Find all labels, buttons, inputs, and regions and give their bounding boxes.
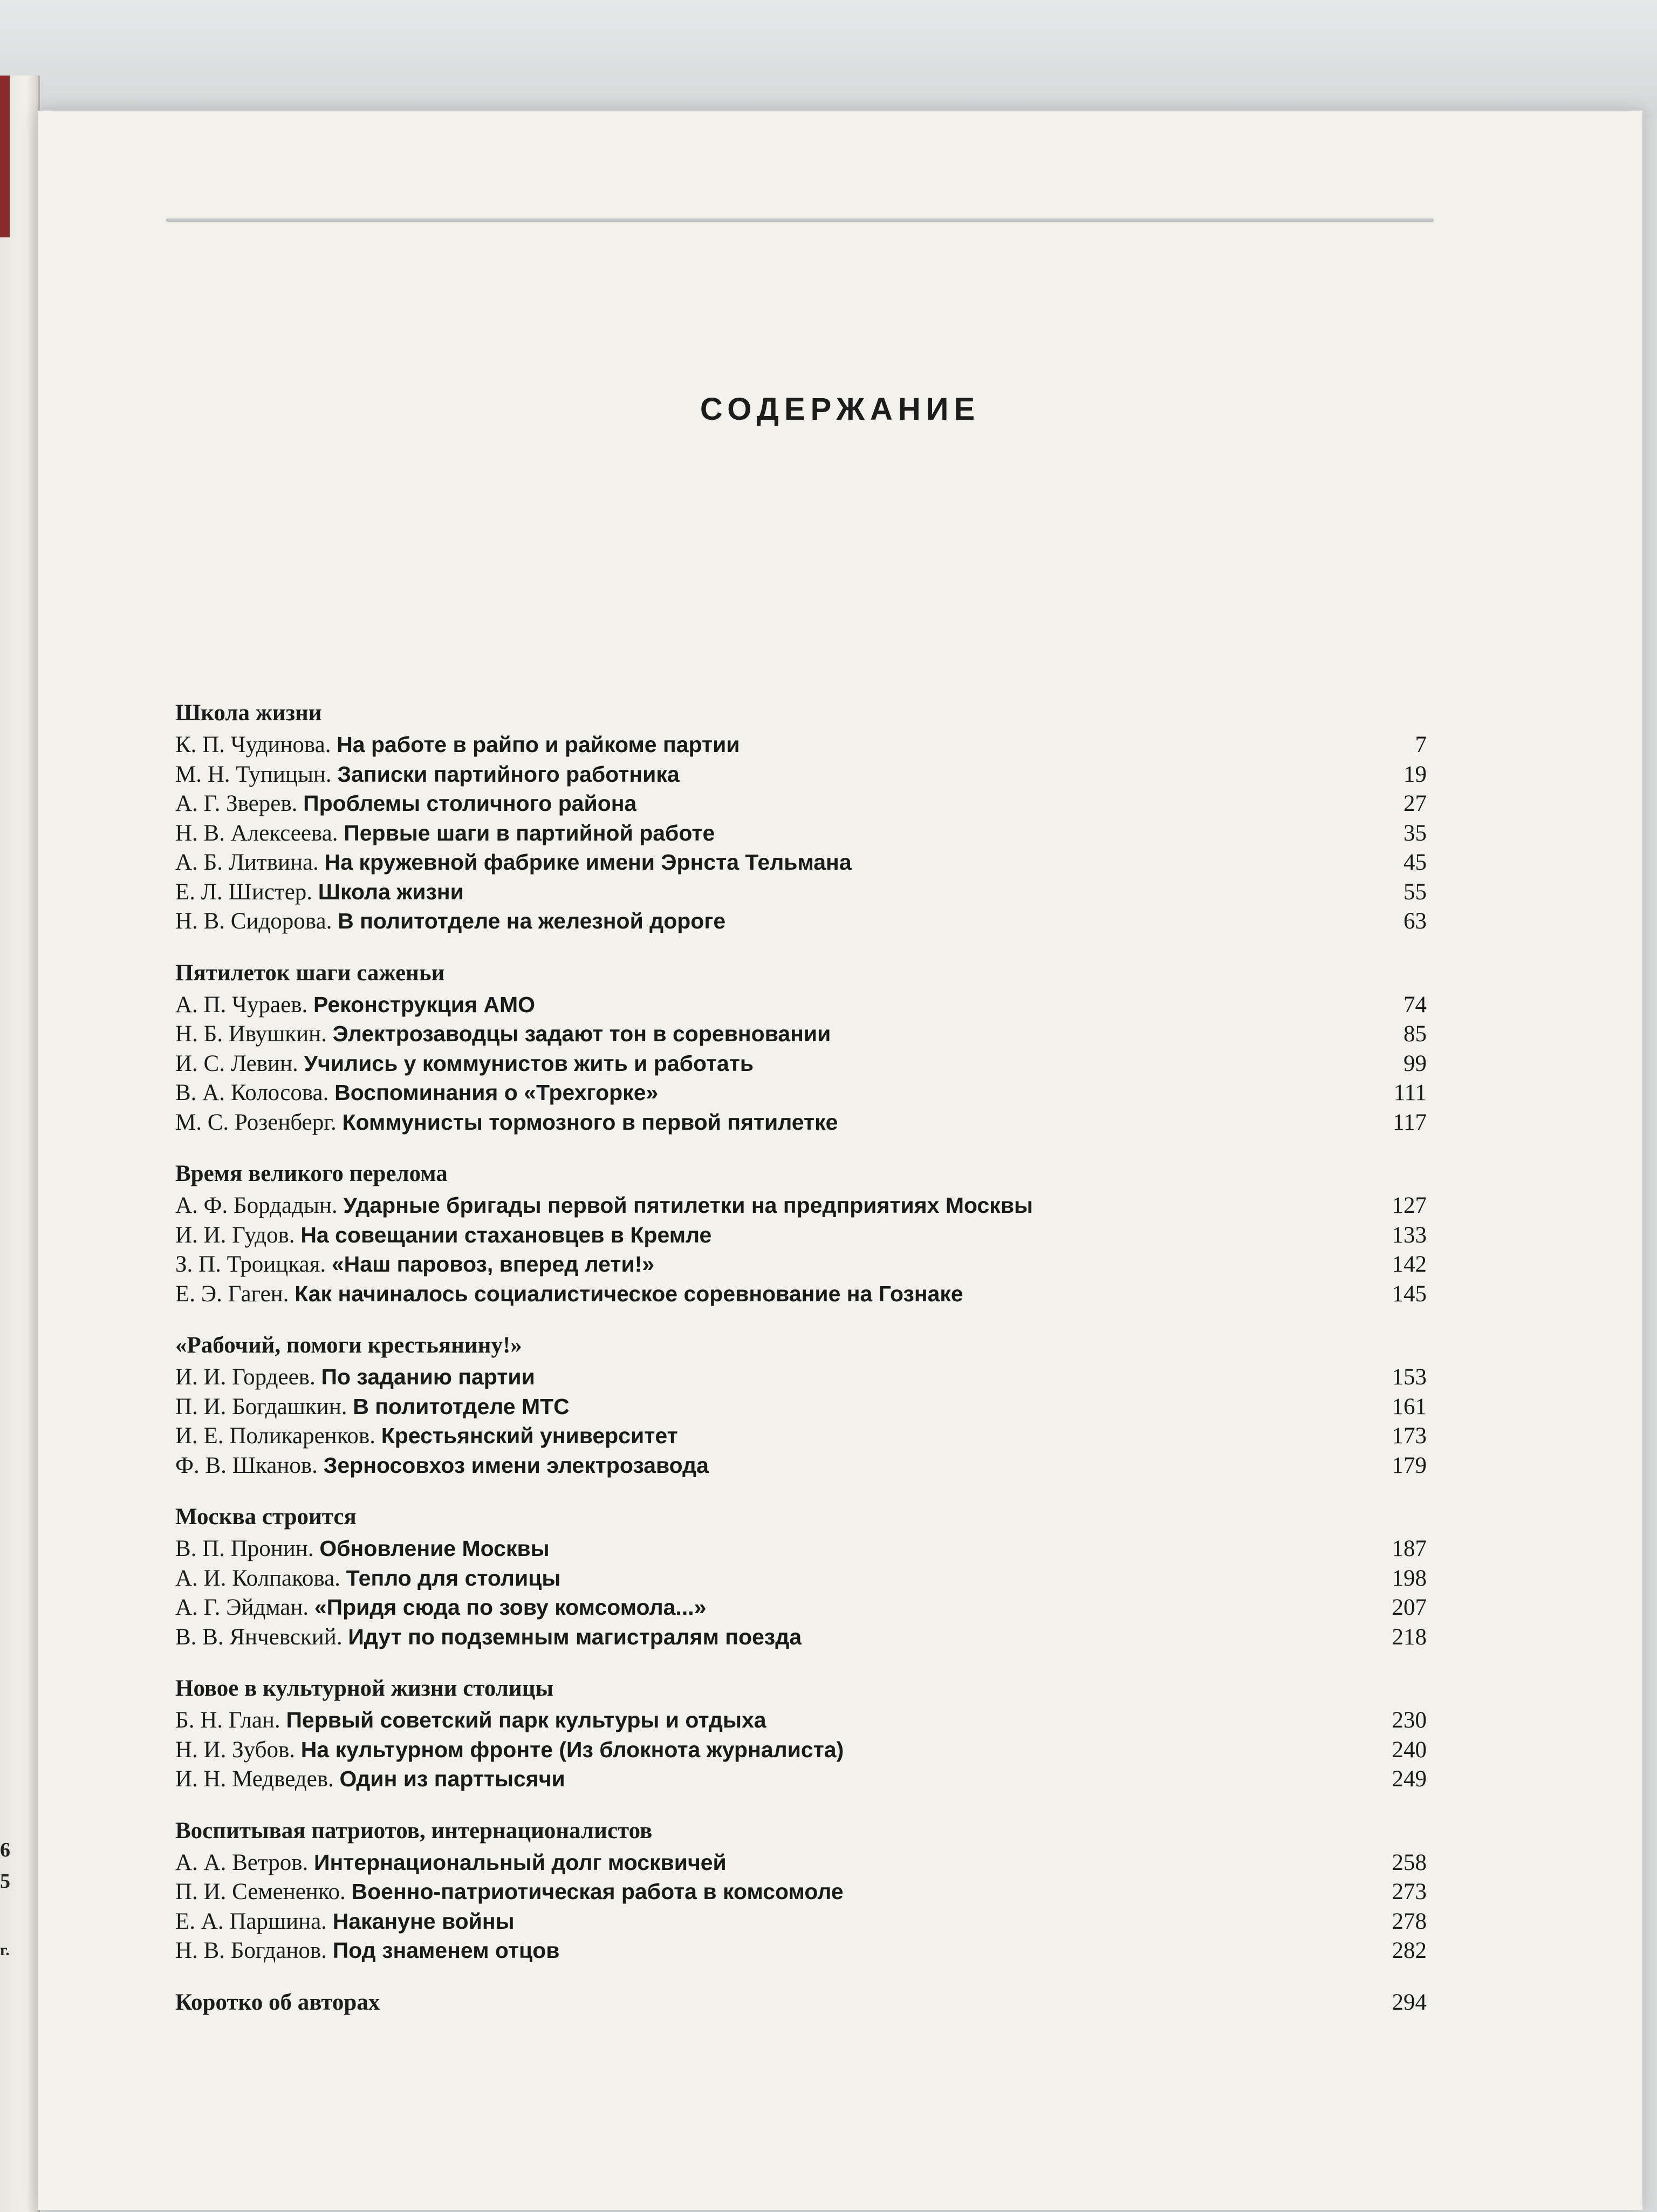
entry-work-title: Обновление Москвы (319, 1536, 550, 1561)
entry-work-title: «Придя сюда по зову комсомола...» (314, 1595, 707, 1620)
toc-entry (175, 1250, 1427, 1279)
entry-author: И. С. Левин. (175, 1050, 298, 1076)
section-title: Воспитывая патриотов, интернационалистов (175, 1818, 653, 1844)
entry-work-title: «Наш паровоз, вперед лети!» (331, 1252, 655, 1276)
entry-page-number: 249 (1392, 1766, 1427, 1792)
entry-work-title: На совещании стахановцев в Кремле (300, 1222, 712, 1247)
entry-text (175, 1220, 711, 1251)
entry-author: Н. В. Алексеева. (175, 820, 338, 846)
table-of-contents (175, 697, 1427, 2015)
section-title: Время великого перелома (175, 1161, 448, 1186)
toc-entry (175, 1705, 1427, 1735)
entry-text (175, 1564, 560, 1594)
entry-text (175, 789, 636, 819)
entry-text (175, 1622, 802, 1653)
entry-page-number: 294 (1392, 1989, 1427, 2015)
entry-work-title: Военно-патриотическая работа в комсомоле (351, 1879, 844, 1904)
entry-author: П. И. Семененко. (175, 1879, 346, 1904)
entry-text (175, 1019, 831, 1049)
toc-entry (175, 1936, 1427, 1965)
toc-entry (175, 1622, 1427, 1652)
entry-page-number: 7 (1415, 732, 1427, 757)
toc-entry (175, 1848, 1427, 1878)
toc-entry (175, 1877, 1427, 1907)
entry-author: А. Б. Литвина. (175, 850, 319, 875)
entry-work-title: Коммунисты тормозного в первой пятилетке (342, 1109, 838, 1135)
entry-page-number: 74 (1403, 992, 1427, 1018)
entry-text (175, 1451, 709, 1481)
toc-entry (175, 1279, 1427, 1309)
entry-work-title: Первые шаги в партийной работе (344, 820, 715, 845)
entry-text (175, 1534, 550, 1564)
entry-author: П. И. Богдашкин. (175, 1394, 347, 1419)
entry-page-number: 133 (1392, 1222, 1427, 1248)
entry-work-title: Школа жизни (318, 879, 464, 904)
entry-text (175, 1764, 565, 1794)
section-title: Москва строится (175, 1504, 357, 1530)
entry-author: Е. Л. Шистер. (175, 879, 313, 905)
toc-section (175, 1329, 1427, 1480)
toc-entry (175, 906, 1427, 936)
left-page-mark: г. (0, 1941, 10, 1959)
toc-entry (175, 848, 1427, 877)
entry-text (175, 1191, 1033, 1221)
entry-author: Н. В. Богданов. (175, 1938, 327, 1963)
entry-page-number: 187 (1392, 1536, 1427, 1561)
toc-entry (175, 1907, 1427, 1936)
entry-page-number: 145 (1392, 1281, 1427, 1307)
entry-page-number: 153 (1392, 1364, 1427, 1390)
entry-page-number: 142 (1392, 1252, 1427, 1277)
entry-work-title: Идут по подземным магистралям поезда (348, 1624, 802, 1649)
entry-work-title: Записки партийного работника (337, 761, 680, 787)
entry-page-number: 278 (1392, 1908, 1427, 1934)
entry-page-number: 99 (1403, 1050, 1427, 1076)
entry-work-title: На кружевной фабрике имени Эрнста Тельмана (324, 850, 852, 875)
toc-entry (175, 1534, 1427, 1564)
toc-entry (175, 760, 1427, 789)
entry-author: Е. А. Паршина. (175, 1908, 327, 1934)
toc-entry (175, 1108, 1427, 1137)
toc-entry (175, 1735, 1427, 1765)
entry-text (175, 760, 680, 790)
book-cover-edge (0, 76, 10, 237)
entry-author: Н. В. Сидорова. (175, 909, 332, 934)
entry-author: Н. И. Зубов. (175, 1737, 296, 1763)
entry-author: Б. Н. Глан. (175, 1708, 280, 1733)
entry-work-title: Под знаменем отцов (332, 1938, 560, 1963)
entry-work-title: Электрозаводцы задают тон в соревновании (332, 1021, 831, 1046)
entry-page-number: 218 (1392, 1624, 1427, 1650)
section-title: Новое в культурной жизни столицы (175, 1676, 554, 1701)
entry-page-number: 45 (1403, 850, 1427, 875)
entry-page-number: 55 (1403, 879, 1427, 905)
entry-work-title: По заданию партии (321, 1364, 535, 1389)
entry-work-title: Проблемы столичного района (303, 791, 637, 816)
entry-author: А. Г. Зверев. (175, 791, 298, 816)
entry-page-number: 198 (1392, 1565, 1427, 1591)
entry-author: В. В. Янчевский. (175, 1624, 343, 1650)
toc-entry (175, 1362, 1427, 1392)
toc-entry (175, 1220, 1427, 1250)
entry-author: Е. Э. Гаген. (175, 1281, 289, 1307)
entry-page-number: 111 (1393, 1080, 1427, 1105)
entry-work-title: Реконструкция АМО (313, 992, 536, 1017)
entry-author: И. Е. Поликаренков. (175, 1423, 375, 1449)
entry-author: И. И. Гордеев. (175, 1364, 316, 1390)
entry-work-title: Воспоминания о «Трехгорке» (334, 1080, 659, 1105)
section-title: Коротко об авторах (175, 1989, 380, 2015)
entry-author: А. И. Колпакова. (175, 1565, 340, 1591)
left-page-mark: 6 (0, 1839, 10, 1861)
entry-text (175, 1392, 570, 1422)
entry-text (175, 1593, 706, 1623)
entry-text (175, 1362, 535, 1392)
book-page (38, 111, 1642, 2210)
entry-text (175, 1705, 766, 1736)
toc-entry (175, 1451, 1427, 1480)
entry-text (175, 1907, 515, 1937)
entry-author: З. П. Троицкая. (175, 1252, 326, 1277)
toc-section (175, 1157, 1427, 1308)
entry-text (175, 1735, 844, 1765)
toc-entry-about-authors (175, 1986, 1427, 2016)
section-title: Школа жизни (175, 700, 322, 726)
section-title: «Рабочий, помоги крестьянину!» (175, 1333, 522, 1358)
page-title: СОДЕРЖАНИЕ (700, 392, 981, 427)
toc-entry (175, 818, 1427, 848)
entry-author: А. Ф. Бордадын. (175, 1193, 338, 1218)
toc-entry (175, 1593, 1427, 1622)
entry-work-title: Интернациональный долг москвичей (314, 1849, 727, 1875)
toc-entry (175, 877, 1427, 907)
background-surface (0, 0, 1657, 119)
entry-page-number: 207 (1392, 1595, 1427, 1620)
section-title: Пятилеток шаги саженьи (175, 960, 445, 986)
entry-page-number: 35 (1403, 820, 1427, 846)
entry-work-title: В политотделе МТС (353, 1394, 570, 1419)
left-page-mark: 5 (0, 1870, 10, 1893)
entry-text (175, 877, 464, 907)
entry-work-title: Тепло для столицы (346, 1565, 561, 1590)
entry-author: А. П. Чураев. (175, 992, 308, 1018)
entry-text (175, 1049, 754, 1079)
entry-author: Н. Б. Ивушкин. (175, 1021, 327, 1047)
toc-entry (175, 1564, 1427, 1593)
entry-page-number: 85 (1403, 1021, 1427, 1047)
entry-author: Ф. В. Шканов. (175, 1452, 318, 1478)
bleed-through-rule (166, 219, 1434, 222)
entry-text (175, 906, 725, 937)
toc-entry (175, 990, 1427, 1020)
entry-work-title: Зерносовхоз имени электрозавода (323, 1452, 709, 1478)
entry-author: В. П. Пронин. (175, 1536, 314, 1561)
entry-author: М. Н. Тупицын. (175, 761, 332, 787)
entry-work-title: На работе в райпо и райкоме партии (337, 732, 740, 757)
entry-text (175, 730, 740, 760)
toc-section (175, 697, 1427, 936)
entry-page-number: 63 (1403, 909, 1427, 934)
toc-entry (175, 1078, 1427, 1108)
entry-work-title: В политотделе на железной дороге (338, 909, 726, 933)
toc-section (175, 957, 1427, 1137)
entry-work-title: Первый советский парк культуры и отдыха (286, 1708, 766, 1732)
entry-author: И. И. Гудов. (175, 1222, 295, 1248)
toc-entry (175, 789, 1427, 818)
toc-entry (175, 1421, 1427, 1451)
toc-entry (175, 1191, 1427, 1220)
entry-work-title: Ударные бригады первой пятилетки на предприятиях Москвы (343, 1193, 1033, 1218)
entry-page-number: 117 (1393, 1109, 1427, 1135)
entry-page-number: 258 (1392, 1849, 1427, 1875)
entry-page-number: 173 (1392, 1423, 1427, 1449)
entry-text (175, 1936, 559, 1966)
entry-page-number: 161 (1392, 1394, 1427, 1419)
entry-author: М. С. Розенберг. (175, 1109, 337, 1135)
entry-text (175, 1421, 678, 1451)
entry-page-number: 179 (1392, 1452, 1427, 1478)
entry-author: К. П. Чудинова. (175, 732, 331, 757)
entry-work-title: Учились у коммунистов жить и работать (304, 1050, 754, 1076)
entry-text (175, 818, 715, 849)
entry-text (175, 1279, 963, 1309)
entry-work-title: Один из парттысячи (339, 1766, 565, 1791)
entry-text (175, 1078, 658, 1108)
toc-entry (175, 1049, 1427, 1078)
entry-author: В. А. Колосова. (175, 1080, 329, 1105)
entry-page-number: 273 (1392, 1879, 1427, 1904)
entry-work-title: Крестьянский университет (381, 1423, 678, 1448)
entry-page-number: 127 (1392, 1193, 1427, 1218)
entry-text (175, 1250, 654, 1280)
entry-page-number: 230 (1392, 1708, 1427, 1733)
entry-page-number: 27 (1403, 791, 1427, 816)
entry-text (175, 1877, 844, 1907)
toc-entry (175, 1392, 1427, 1422)
entry-work-title: На культурном фронте (Из блокнота журналиста) (300, 1737, 844, 1762)
entry-text (175, 990, 535, 1020)
entry-page-number: 282 (1392, 1938, 1427, 1963)
entry-text (175, 848, 852, 878)
entry-text (175, 1848, 727, 1878)
entry-page-number: 19 (1403, 761, 1427, 787)
toc-entry (175, 730, 1427, 760)
toc-entry (175, 1764, 1427, 1794)
toc-section (175, 1814, 1427, 1965)
toc-entry (175, 1019, 1427, 1049)
toc-section (175, 1672, 1427, 1794)
toc-section (175, 1500, 1427, 1651)
left-page-marks (0, 1834, 10, 1966)
entry-work-title: Накануне войны (332, 1908, 515, 1934)
entry-text (175, 1108, 838, 1138)
entry-page-number: 240 (1392, 1737, 1427, 1763)
entry-author: А. Г. Эйдман. (175, 1595, 309, 1620)
entry-work-title: Как начиналось социалистическое соревнование на Гознаке (295, 1281, 963, 1306)
entry-author: А. А. Ветров. (175, 1849, 309, 1875)
entry-author: И. Н. Медведев. (175, 1766, 334, 1792)
